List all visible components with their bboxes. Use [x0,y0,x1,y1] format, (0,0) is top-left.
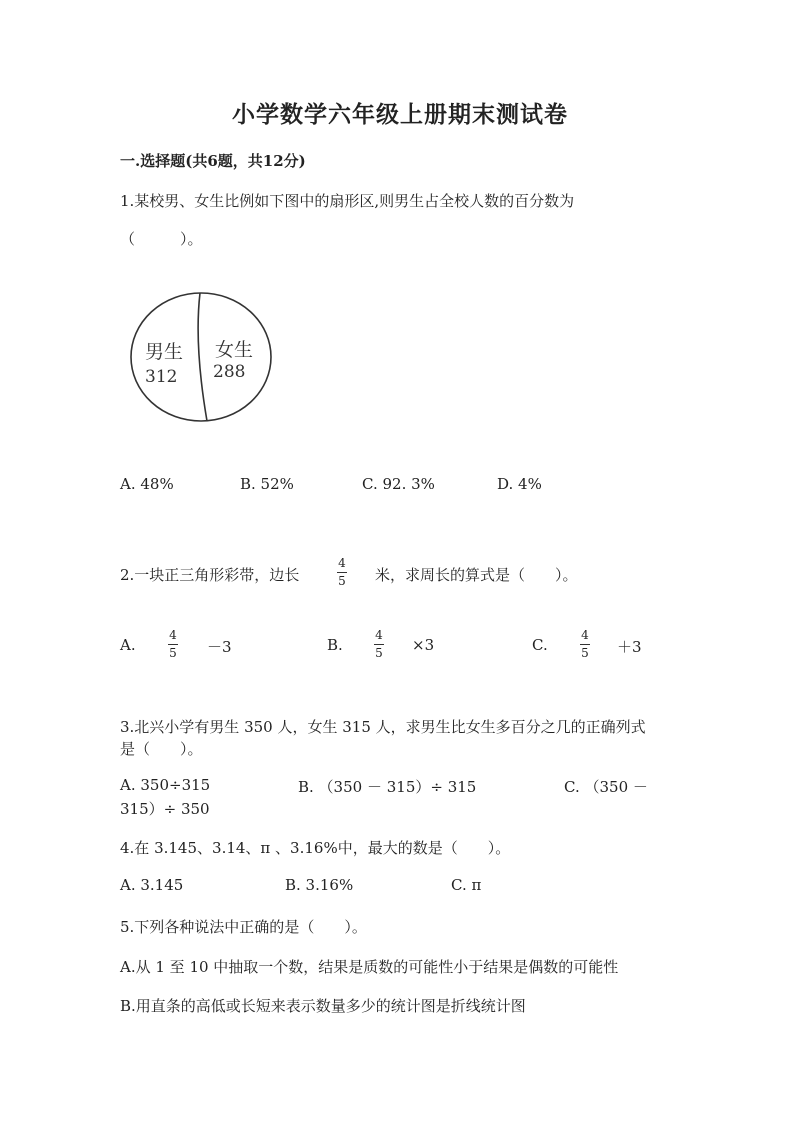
fraction-numerator: 4 [581,628,589,642]
pie-boy-label: 男生 [145,341,184,363]
fraction-bar [168,644,178,645]
q1-option-d: D. 4% [497,475,542,493]
q5-option-b: B.用直条的高低或长短来表示数量多少的统计图是折线统计图 [120,997,526,1015]
q4-option-b: B. 3.16% [285,876,354,894]
q3-option-a: A. 350÷315 [120,776,211,794]
section-heading: 一.选择题(共6题，共12分) [120,152,306,170]
page-title: 小学数学六年级上册期末测试卷 [232,101,568,128]
q1-option-a: A. 48% [120,475,174,493]
q1-stem-line1: 1.某校男、女生比例如下图中的扇形区,则男生占全校人数的百分数为 [120,192,575,210]
q1-pie-chart [125,290,275,430]
q5-option-a: A.从 1 至 10 中抽取一个数，结果是质数的可能性小于结果是偶数的可能性 [120,958,619,976]
fraction-denominator: 5 [581,646,589,660]
fraction-bar [580,644,590,645]
q3-option-c-line1: C. （350 － [564,778,648,796]
fraction-numerator: 4 [338,556,346,570]
q4-option-a: A. 3.145 [120,876,184,894]
q2-stem-before: 2.一块正三角形彩带，边长 [120,566,300,584]
fraction-denominator: 5 [375,646,383,660]
q1-option-c: C. 92. 3% [362,475,435,493]
fraction-numerator: 4 [169,628,177,642]
q3-option-c-line2: 315）÷ 350 [120,800,210,818]
q5-stem: 5.下列各种说法中正确的是（ ）。 [120,918,367,936]
q2-option-a-op: －3 [207,638,232,656]
q2-option-a-label: A. [120,636,136,654]
q2-stem-after: 米，求周长的算式是（ ）。 [375,566,578,584]
fraction-numerator: 4 [375,628,383,642]
q2-option-c-fraction [580,629,590,660]
fraction-bar [374,644,384,645]
q2-option-a-fraction [168,629,178,660]
q1-stem-line2: （ ）。 [120,230,203,248]
fraction-denominator: 5 [169,646,177,660]
q2-option-b-label: B. [327,636,343,654]
fraction-bar [337,572,347,573]
pie-divider [198,293,207,421]
q3-stem-line1: 3.北兴小学有男生 350 人，女生 315 人，求男生比女生多百分之几的正确列式 [120,718,646,736]
q2-option-c-op: ＋3 [617,638,642,656]
pie-boy-value: 312 [145,367,178,387]
q2-option-b-fraction [374,629,384,660]
pie-girl-label: 女生 [215,339,254,361]
fraction-denominator: 5 [338,574,346,588]
q4-option-c: C. π [451,876,482,894]
q3-stem-line2: 是（ ）。 [120,740,203,758]
pie-girl-value: 288 [213,362,246,382]
q4-stem: 4.在 3.145、3.14、π 、3.16%中，最大的数是（ ）。 [120,839,511,857]
q2-fraction [337,557,347,588]
q1-option-b: B. 52% [240,475,294,493]
q3-option-b: B. （350 － 315）÷ 315 [298,778,477,796]
q2-option-b-op: ×3 [412,636,435,654]
q2-option-c-label: C. [532,636,548,654]
